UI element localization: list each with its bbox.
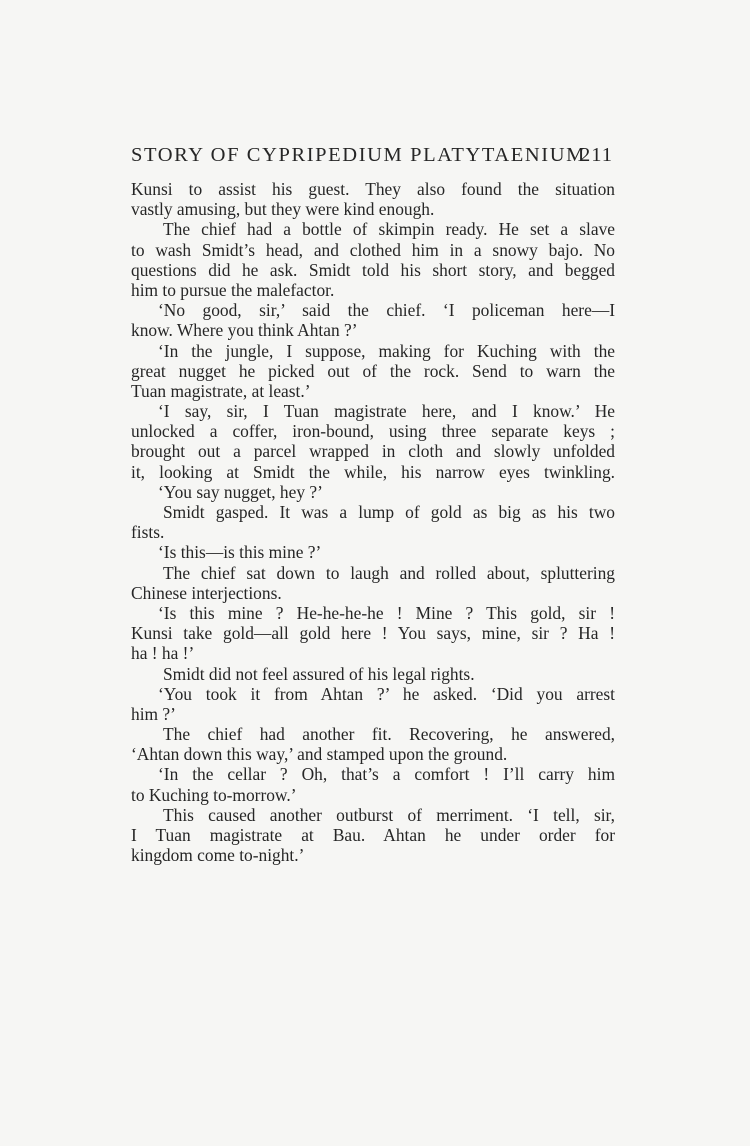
text-line: ‘In the jungle, I suppose, making for Kuching with the xyxy=(158,340,615,361)
text-line: to Kuching to-morrow.’ xyxy=(131,784,297,805)
text-line: ‘You took it from Ahtan ?’ he asked. ‘Did you arrest xyxy=(158,683,615,704)
text-line: know. Where you think Ahtan ?’ xyxy=(131,320,358,341)
text-line: Smidt gasped. It was a lump of gold as big as his two xyxy=(163,502,615,522)
text-line: fists. xyxy=(131,522,165,543)
text-line: ‘Is this—is this mine ?’ xyxy=(158,542,322,563)
body-text xyxy=(131,179,615,865)
text-line: kingdom come to-night.’ xyxy=(131,845,305,866)
text-line: questions did he ask. Smidt told his short story, and begged xyxy=(131,259,615,280)
running-title: STORY OF CYPRIPEDIUM PLATYTAENIUM xyxy=(131,144,586,166)
text-line: Kunsi take gold—all gold here ! You says, mine, sir ? Ha ! xyxy=(131,623,615,644)
page-number: 211 xyxy=(580,144,613,166)
text-line: ‘No good, sir,’ said the chief. ‘I policeman here—I xyxy=(158,300,615,321)
text-line: unlocked a coffer, iron-bound, using three separate keys ; xyxy=(131,421,615,442)
text-line: The chief had another fit. Recovering, he answered, xyxy=(163,724,615,745)
text-line: Chinese interjections. xyxy=(131,582,282,603)
text-line: The chief sat down to laugh and rolled about, spluttering xyxy=(163,562,615,583)
text-line: ha ! ha !’ xyxy=(131,643,195,664)
text-line: ‘You say nugget, hey ?’ xyxy=(158,481,323,502)
running-head xyxy=(131,144,613,172)
text-line: The chief had a bottle of skimpin ready. He set a slave xyxy=(163,219,615,240)
text-line: ‘Is this mine ? He-he-he-he ! Mine ? This gold, sir ! xyxy=(158,602,615,623)
text-line: great nugget he picked out of the rock. Send to warn the xyxy=(131,360,615,381)
text-line: Kunsi to assist his guest. They also found the situation xyxy=(131,179,615,199)
text-line: Smidt did not feel assured of his legal rights. xyxy=(163,663,475,684)
text-line: ‘Ahtan down this way,’ and stamped upon the ground. xyxy=(131,744,508,765)
text-line: ‘In the cellar ? Oh, that’s a comfort ! I’ll carry him xyxy=(158,764,615,785)
text-line: I Tuan magistrate at Bau. Ahtan he under order for xyxy=(131,825,615,845)
text-line: him ?’ xyxy=(131,703,176,724)
text-line: it, looking at Smidt the while, his narrow eyes twinkling. xyxy=(131,461,615,482)
text-line: brought out a parcel wrapped in cloth and slowly unfolded xyxy=(131,441,615,462)
text-line: him to pursue the malefactor. xyxy=(131,279,335,300)
text-line: ‘I say, sir, I Tuan magistrate here, and I know.’ He xyxy=(158,401,615,422)
text-line: vastly amusing, but they were kind enough. xyxy=(131,199,435,220)
text-line: This caused another outburst of merriment. ‘I tell, sir, xyxy=(163,804,615,825)
text-line: to wash Smidt’s head, and clothed him in a snowy bajo. No xyxy=(131,239,615,260)
text-line: Tuan magistrate, at least.’ xyxy=(131,380,311,401)
